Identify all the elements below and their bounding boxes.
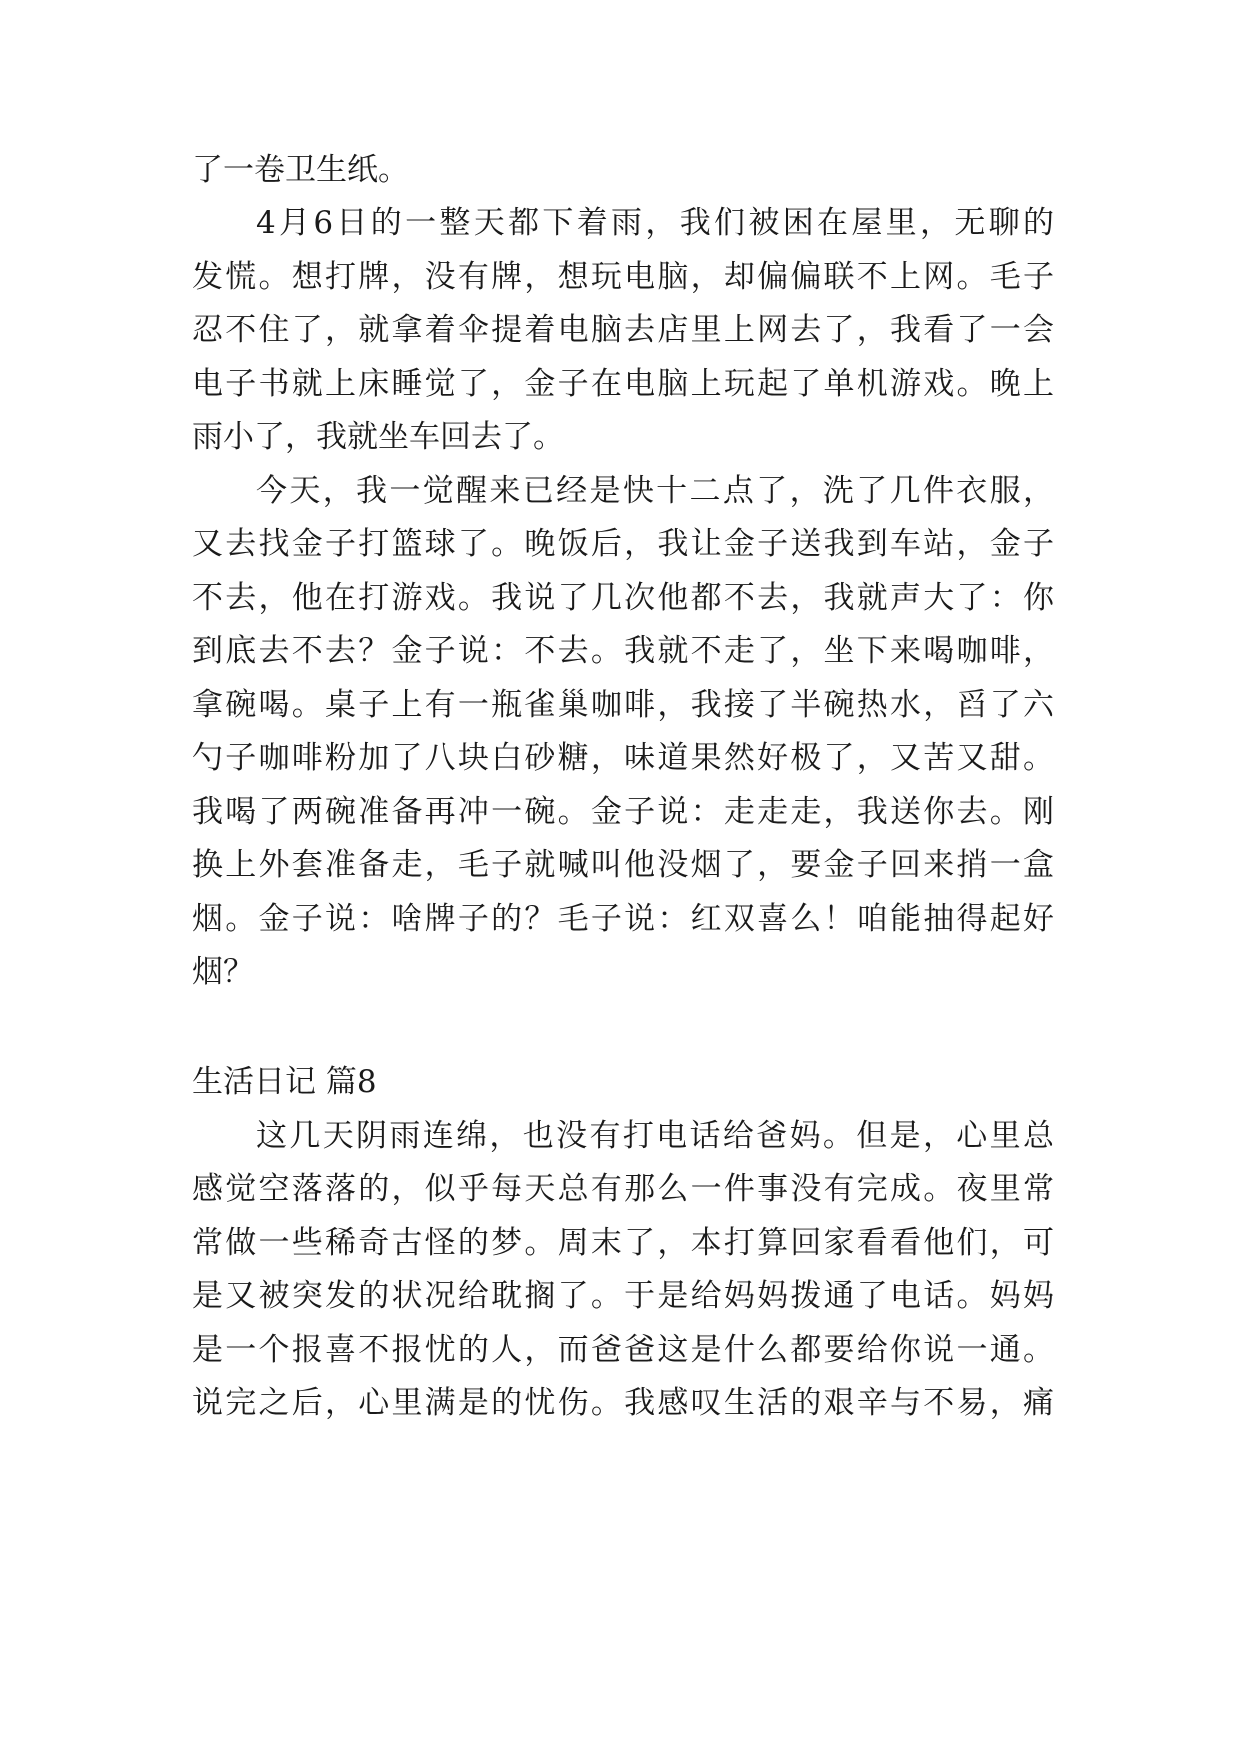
text-line: 常做一些稀奇古怪的梦。周末了，本打算回家看看他们，可 [192, 1225, 1054, 1261]
text-line: 了一卷卫生纸。 [192, 152, 409, 188]
text-line: 4月6日的一整天都下着雨，我们被困在屋里，无聊的 [256, 205, 1054, 241]
text-line: 是一个报喜不报忧的人，而爸爸这是什么都要给你说一通。 [192, 1332, 1054, 1368]
text-line: 我喝了两碗准备再冲一碗。金子说：走走走，我送你去。刚 [192, 794, 1054, 830]
text-line: 感觉空落落的，似乎每天总有那么一件事没有完成。夜里常 [192, 1171, 1054, 1207]
text-line: 换上外套准备走，毛子就喊叫他没烟了，要金子回来捎一盒 [192, 847, 1054, 883]
text-line: 说完之后，心里满是的忧伤。我感叹生活的艰辛与不易，痛 [192, 1385, 1054, 1421]
text-line: 到底去不去？金子说：不去。我就不走了，坐下来喝咖啡， [192, 633, 1054, 669]
text-line: 发慌。想打牌，没有牌，想玩电脑，却偏偏联不上网。毛子 [192, 259, 1054, 295]
text-line: 今天，我一觉醒来已经是快十二点了，洗了几件衣服， [256, 473, 1054, 509]
text-line: 又去找金子打篮球了。晚饭后，我让金子送我到车站，金子 [192, 526, 1054, 562]
text-line: 这几天阴雨连绵，也没有打电话给爸妈。但是，心里总 [256, 1118, 1054, 1154]
text-line: 电子书就上床睡觉了，金子在电脑上玩起了单机游戏。晚上 [192, 366, 1054, 402]
text-line: 忍不住了，就拿着伞提着电脑去店里上网去了，我看了一会 [192, 312, 1054, 348]
text-line: 烟。金子说：啥牌子的？毛子说：红双喜么！咱能抽得起好 [192, 901, 1054, 937]
text-line: 烟？ [192, 954, 254, 990]
text-line: 不去，他在打游戏。我说了几次他都不去，我就声大了：你 [192, 580, 1054, 616]
text-line: 拿碗喝。桌子上有一瓶雀巢咖啡，我接了半碗热水，舀了六 [192, 687, 1054, 723]
section-heading: 生活日记 篇8 [192, 1064, 377, 1100]
text-line: 雨小了，我就坐车回去了。 [192, 419, 564, 455]
text-line: 勺子咖啡粉加了八块白砂糖，味道果然好极了，又苦又甜。 [192, 740, 1054, 776]
text-line: 是又被突发的状况给耽搁了。于是给妈妈拨通了电话。妈妈 [192, 1278, 1054, 1314]
